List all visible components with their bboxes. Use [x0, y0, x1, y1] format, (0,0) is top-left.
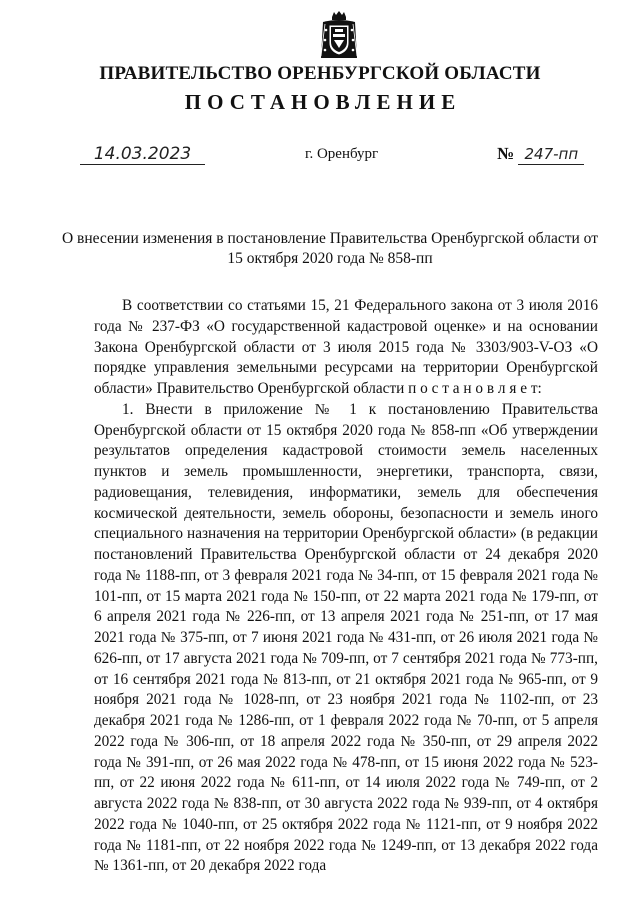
body-paragraph: 1. Внести в приложение № 1 к постановлению Правительства Оренбургской области от 15 октября 2020 года № 858-пп «Об утверждении результатов определения кадастровой стоимости земель населенных пунктов и земель промышленности, энергетики, транспорта, связи, радиовещания, телевидения, информатики, земель для обеспечения космической деятельности, земель обороны, безопасности и земель иного специального назначения на территории Оренбургской области» (в редакции постановлений Правительства Оренбургской области от 24 декабря 2020 года № 1188-пп, от 3 февраля 2021 года № 34-пп, от 15 февраля 2021 года № 101-пп, от 15 марта 2021 года № 150-пп, от 22 марта 2021 года № 179-пп, от 6 апреля 2021 года № 226-пп, от 13 апреля 2021 года № 251-пп, от 17 мая 2021 года № 375-пп, от 7 июня 2021 года № 431-пп, от 26 июля 2021 года № 626-пп, от 17 августа 2021 года № 709-пп, от 7 сентября 2021 года № 773-пп, от 16 сентября 2021 года № 813-пп, от 21 октября 2021 года № 965-пп, от 9 ноября 2021 года № 1028-пп, от 23 ноября 2021 года № 1102-пп, от 23 декабря 2021 года № 1286-пп, от 1 февраля 2022 года № 70-пп, от 5 апреля 2022 года № 306-пп, от 18 апреля 2022 года № 350-пп, от 29 апреля 2022 года № 391-пп, от 26 мая 2022 года № 478-пп, от 15 июня 2022 года № 523-пп, от 22 июня 2022 года № 611-пп, от 14 июля 2022 года № 749-пп, от 2 августа 2022 года № 838-пп, от 30 августа 2022 года № 939-пп, от 4 октября 2022 года № 1040-пп, от 25 октября 2022 года № 1121-пп, от 9 ноября 2022 года № 1181-пп, от 22 ноября 2022 года № 1249-пп, от 13 декабря 2022 года № 1361-пп, от 20 декабря 2022 года [94, 400, 598, 875]
document-city: г. Оренбург [305, 146, 379, 162]
document-number: 247-пп [518, 144, 584, 165]
document-subject: О внесении изменения в постановление Правительства Оренбургской области от 15 октября 2020 года № 858-пп [61, 230, 598, 267]
document-date: 14.03.2023 [80, 144, 205, 165]
document-type-heading: ПОСТАНОВЛЕНИЕ [184, 90, 462, 114]
coat-of-arms-icon [317, 10, 361, 60]
body-paragraph: В соответствии со статьями 15, 21 Федерального закона от 3 июля 2016 года № 237-ФЗ «О государственной кадастровой оценке» и на основании Закона Оренбургской области от 3 июля 2015 года № 3303/903-V-ОЗ «О порядке управления земельными ресурсами на территории Оренбургской области» Правительство Оренбургской области п о с т а н о в л я е т: [94, 297, 598, 397]
document-meta-row [0, 144, 640, 168]
number-prefix: № [497, 144, 515, 163]
organization-title: ПРАВИТЕЛЬСТВО ОРЕНБУРГСКОЙ ОБЛАСТИ [99, 63, 541, 84]
document-body [94, 296, 598, 877]
document-number-block [497, 144, 584, 165]
